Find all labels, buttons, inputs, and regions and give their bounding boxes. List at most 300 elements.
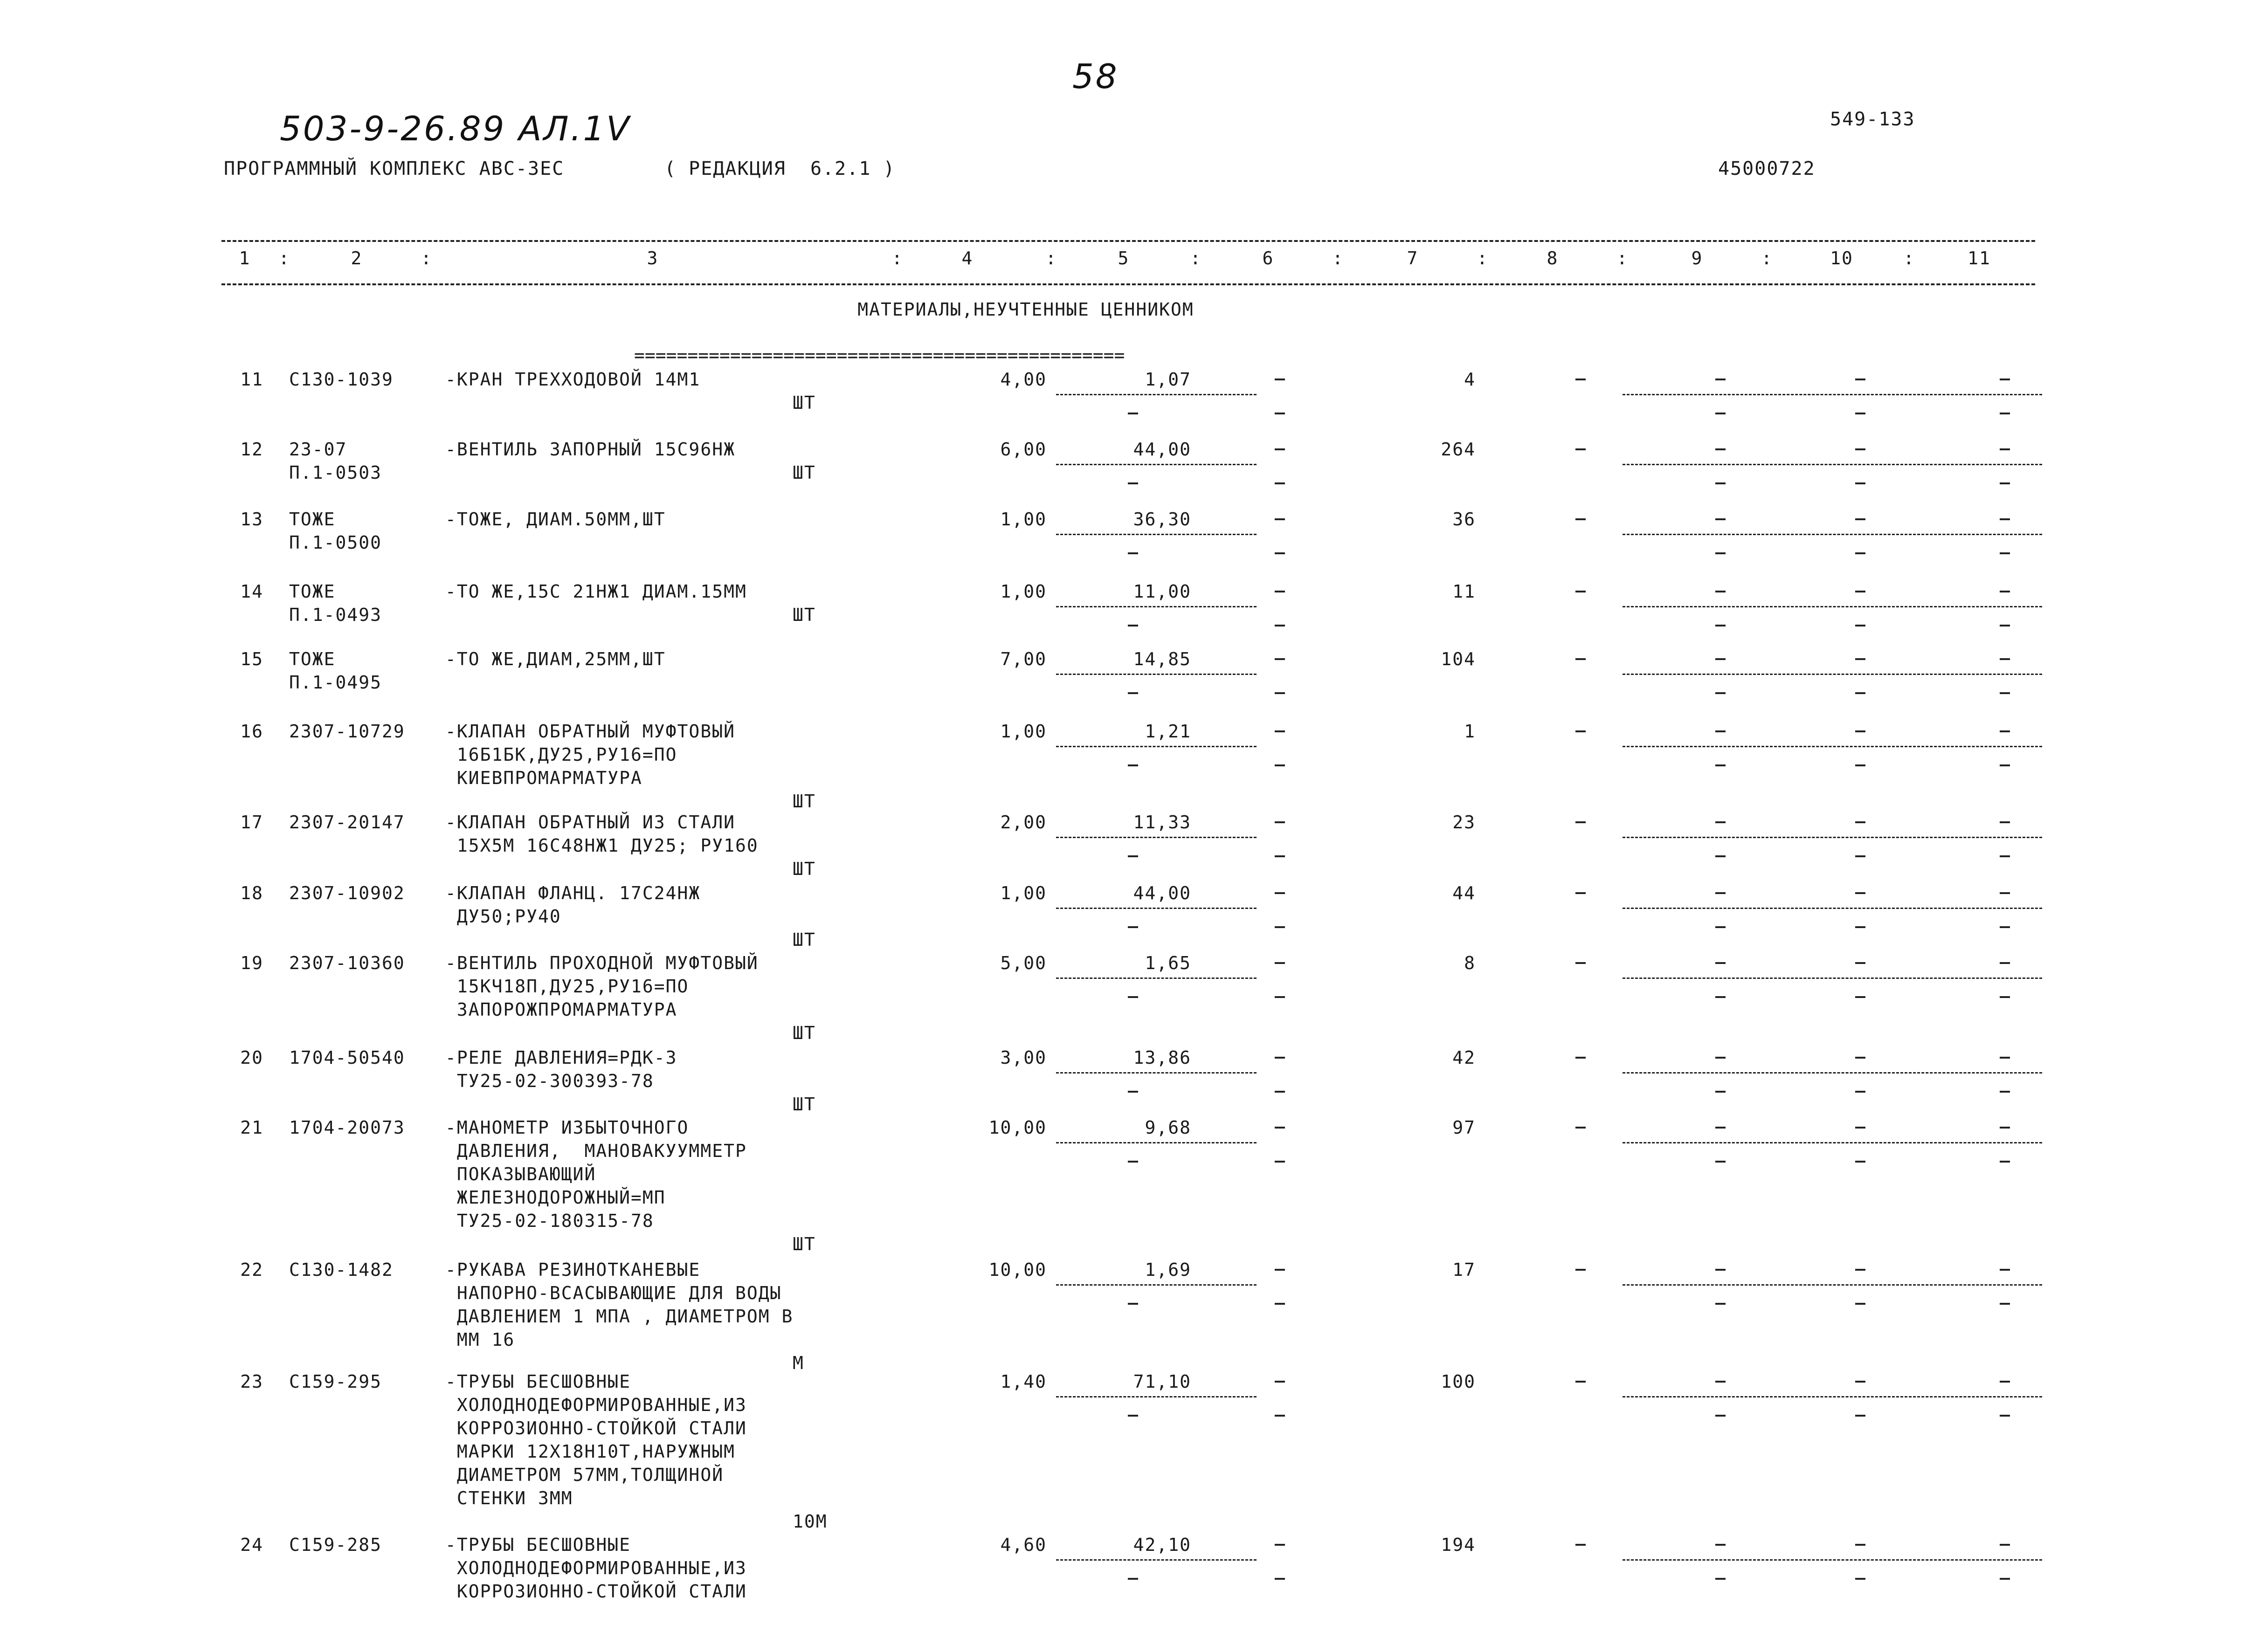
- col10-dash: [1855, 821, 1865, 823]
- row-total: 11: [1452, 581, 1476, 602]
- cell-underline: [1056, 1072, 1257, 1074]
- subrow-dash: [1275, 552, 1285, 554]
- cell-underline: [1056, 1142, 1257, 1143]
- row-price: 1,65: [1145, 953, 1191, 973]
- row-quantity: 5,00: [1000, 953, 1047, 973]
- subrow-dash: [1275, 926, 1285, 928]
- cell-underline: [1623, 606, 2042, 607]
- col8-dash: [1575, 1544, 1586, 1546]
- row-number: 16: [240, 721, 263, 742]
- row-description: ХОЛОДНОДЕФОРМИРОВАННЫЕ,ИЗ: [445, 1558, 747, 1578]
- row-unit: 10М: [793, 1511, 828, 1532]
- table-header-rule: [221, 283, 2035, 285]
- col6-dash: [1275, 1544, 1285, 1546]
- row-price: 1,21: [1145, 721, 1191, 742]
- handwritten-page-number: 58: [1072, 57, 1119, 96]
- subrow-dash: [1715, 692, 1726, 694]
- cell-underline: [1056, 1559, 1257, 1561]
- row-description: ХОЛОДНОДЕФОРМИРОВАННЫЕ,ИЗ: [445, 1395, 747, 1415]
- subrow-dash: [1128, 926, 1138, 928]
- subrow-dash: [1855, 625, 1865, 626]
- subrow-dash: [2000, 926, 2010, 928]
- subrow-dash: [1275, 625, 1285, 626]
- cell-underline: [1623, 464, 2042, 465]
- row-code: 1704-50540: [289, 1047, 405, 1068]
- subrow-dash: [1715, 764, 1726, 766]
- col11-dash: [2000, 730, 2010, 732]
- subrow-dash: [1855, 1091, 1865, 1093]
- cell-underline: [1056, 464, 1257, 465]
- row-description: КИЕВПРОМАРМАТУРА: [445, 768, 642, 788]
- row-number: 19: [240, 953, 263, 973]
- row-quantity: 10,00: [988, 1260, 1047, 1280]
- row-number: 23: [240, 1371, 263, 1392]
- row-quantity: 1,00: [1000, 581, 1047, 602]
- column-separator: :: [1332, 248, 1344, 268]
- subrow-dash: [2000, 413, 2010, 414]
- col11-dash: [2000, 448, 2010, 450]
- col6-dash: [1275, 730, 1285, 732]
- column-separator: :: [421, 248, 433, 268]
- col11-dash: [2000, 1269, 2010, 1271]
- row-quantity: 3,00: [1000, 1047, 1047, 1068]
- col10-dash: [1855, 730, 1865, 732]
- row-description: 16Б1БК,ДУ25,РУ16=ПО: [445, 744, 677, 765]
- row-unit: ШТ: [793, 462, 816, 483]
- col10-dash: [1855, 1381, 1865, 1383]
- cell-underline: [1623, 1396, 2042, 1397]
- col9-dash: [1715, 1381, 1726, 1383]
- cell-underline: [1623, 394, 2042, 395]
- col6-dash: [1275, 962, 1285, 964]
- row-total: 36: [1452, 509, 1476, 530]
- column-separator: :: [1477, 248, 1489, 268]
- row-description: ЗАПОРОЖПРОМАРМАТУРА: [445, 999, 677, 1020]
- col10-dash: [1855, 518, 1865, 520]
- row-number: 17: [240, 812, 263, 833]
- subrow-dash: [1855, 552, 1865, 554]
- row-price: 44,00: [1133, 883, 1191, 903]
- col10-dash: [1855, 379, 1865, 380]
- subrow-dash: [2000, 625, 2010, 626]
- col9-dash: [1715, 1269, 1726, 1271]
- row-description: -ТРУБЫ БЕСШОВНЫЕ: [445, 1535, 631, 1555]
- column-separator: :: [1761, 248, 1773, 268]
- cell-underline: [1623, 1072, 2042, 1074]
- column-separator: :: [1903, 248, 1915, 268]
- row-price: 11,33: [1133, 812, 1191, 833]
- subrow-dash: [1128, 482, 1138, 484]
- row-total: 194: [1441, 1535, 1476, 1555]
- row-unit: ШТ: [793, 1234, 816, 1254]
- row-total: 100: [1441, 1371, 1476, 1392]
- row-code: 23-07: [289, 439, 347, 460]
- row-code: ТОЖЕ: [289, 649, 336, 669]
- row-total: 97: [1452, 1117, 1476, 1138]
- row-price: 1,69: [1145, 1260, 1191, 1280]
- handwritten-doc-ref: 503-9-26.89 АЛ.1V: [280, 109, 631, 148]
- col8-dash: [1575, 962, 1586, 964]
- row-code: 2307-10902: [289, 883, 405, 903]
- subrow-dash: [2000, 482, 2010, 484]
- row-price: 14,85: [1133, 649, 1191, 669]
- row-description: -ТО ЖЕ,ДИАМ,25ММ,ШТ: [445, 649, 666, 669]
- col10-dash: [1855, 448, 1865, 450]
- row-description: -ТО ЖЕ,15С 21НЖ1 ДИАМ.15ММ: [445, 581, 747, 602]
- col8-dash: [1575, 1127, 1586, 1129]
- subrow-dash: [1855, 482, 1865, 484]
- row-description: 15КЧ18П,ДУ25,РУ16=ПО: [445, 976, 689, 997]
- column-separator: :: [891, 248, 904, 268]
- column-header-7: 7: [1407, 248, 1419, 268]
- row-total: 8: [1464, 953, 1476, 973]
- row-total: 44: [1452, 883, 1476, 903]
- row-quantity: 1,00: [1000, 883, 1047, 903]
- row-total: 17: [1452, 1260, 1476, 1280]
- cell-underline: [1056, 674, 1257, 675]
- subrow-dash: [1128, 1578, 1138, 1580]
- column-header-1: 1: [239, 248, 251, 268]
- col11-dash: [2000, 1057, 2010, 1059]
- column-separator: :: [1190, 248, 1202, 268]
- subrow-dash: [1275, 1303, 1285, 1305]
- col6-dash: [1275, 1381, 1285, 1383]
- row-unit: М: [793, 1353, 804, 1373]
- cell-underline: [1056, 1396, 1257, 1397]
- row-description: -РУКАВА РЕЗИНОТКАНЕВЫЕ: [445, 1260, 701, 1280]
- cell-underline: [1056, 534, 1257, 535]
- col9-dash: [1715, 821, 1726, 823]
- subrow-dash: [1715, 482, 1726, 484]
- col6-dash: [1275, 892, 1285, 894]
- col8-dash: [1575, 1269, 1586, 1271]
- col6-dash: [1275, 1269, 1285, 1271]
- row-description: -КРАН ТРЕХХОДОВОЙ 14М1: [445, 369, 701, 390]
- subrow-dash: [1855, 855, 1865, 857]
- col8-dash: [1575, 518, 1586, 520]
- column-separator: :: [1616, 248, 1629, 268]
- row-description: 15Х5М 16С48НЖ1 ДУ25; РУ160: [445, 835, 759, 856]
- cell-underline: [1623, 1284, 2042, 1286]
- subrow-dash: [1715, 552, 1726, 554]
- row-description: ПОКАЗЫВАЮЩИЙ: [445, 1164, 596, 1184]
- row-number: 22: [240, 1260, 263, 1280]
- row-total: 23: [1452, 812, 1476, 833]
- row-description: -КЛАПАН ОБРАТНЫЙ ИЗ СТАЛИ: [445, 812, 735, 833]
- column-header-4: 4: [961, 248, 974, 268]
- col6-dash: [1275, 448, 1285, 450]
- cell-underline: [1623, 977, 2042, 979]
- cell-underline: [1056, 746, 1257, 747]
- col11-dash: [2000, 1381, 2010, 1383]
- row-description: ММ 16: [445, 1329, 515, 1350]
- row-description: ТУ25-02-180315-78: [445, 1211, 654, 1231]
- col6-dash: [1275, 379, 1285, 380]
- col9-dash: [1715, 892, 1726, 894]
- subrow-dash: [2000, 1578, 2010, 1580]
- col10-dash: [1855, 1269, 1865, 1271]
- subrow-dash: [1715, 1303, 1726, 1305]
- subrow-dash: [2000, 855, 2010, 857]
- row-price: 1,07: [1145, 369, 1191, 390]
- col11-dash: [2000, 1127, 2010, 1129]
- cell-underline: [1623, 1559, 2042, 1561]
- row-code: С130-1039: [289, 369, 394, 390]
- col9-dash: [1715, 658, 1726, 660]
- row-code: 2307-10360: [289, 953, 405, 973]
- subrow-dash: [1128, 996, 1138, 998]
- subrow-dash: [1128, 692, 1138, 694]
- row-quantity: 4,60: [1000, 1535, 1047, 1555]
- row-description: ДИАМЕТРОМ 57ММ,ТОЛЩИНОЙ: [445, 1465, 724, 1485]
- subrow-dash: [1715, 996, 1726, 998]
- subrow-dash: [1128, 625, 1138, 626]
- row-description: ДАВЛЕНИЕМ 1 МПА , ДИАМЕТРОМ В: [445, 1306, 794, 1327]
- col9-dash: [1715, 730, 1726, 732]
- subrow-dash: [1715, 625, 1726, 626]
- col8-dash: [1575, 1381, 1586, 1383]
- edition: ( РЕДАКЦИЯ 6.2.1 ): [664, 158, 896, 179]
- col8-dash: [1575, 730, 1586, 732]
- subrow-dash: [1128, 1415, 1138, 1417]
- col11-dash: [2000, 591, 2010, 592]
- column-header-11: 11: [1968, 248, 1991, 268]
- col10-dash: [1855, 962, 1865, 964]
- row-description: ЖЕЛЕЗНОДОРОЖНЫЙ=МП: [445, 1187, 666, 1208]
- row-description: НАПОРНО-ВСАСЫВАЮЩИЕ ДЛЯ ВОДЫ: [445, 1283, 782, 1303]
- row-quantity: 2,00: [1000, 812, 1047, 833]
- subrow-dash: [1275, 855, 1285, 857]
- col10-dash: [1855, 658, 1865, 660]
- subrow-dash: [1715, 926, 1726, 928]
- row-quantity: 1,40: [1000, 1371, 1047, 1392]
- subrow-dash: [1275, 1578, 1285, 1580]
- row-description: -КЛАПАН ОБРАТНЫЙ МУФТОВЫЙ: [445, 721, 735, 742]
- row-number: 12: [240, 439, 263, 460]
- subrow-dash: [1715, 855, 1726, 857]
- row-description: -КЛАПАН ФЛАНЦ. 17С24НЖ: [445, 883, 701, 903]
- col9-dash: [1715, 518, 1726, 520]
- row-number: 14: [240, 581, 263, 602]
- subrow-dash: [1128, 855, 1138, 857]
- col9-dash: [1715, 962, 1726, 964]
- row-description: ДАВЛЕНИЯ, МАНОВАКУУММЕТР: [445, 1141, 747, 1161]
- column-separator: :: [278, 248, 290, 268]
- subrow-dash: [1128, 1161, 1138, 1163]
- col9-dash: [1715, 1127, 1726, 1129]
- row-description: -ВЕНТИЛЬ ЗАПОРНЫЙ 15С96НЖ: [445, 439, 735, 460]
- col10-dash: [1855, 591, 1865, 592]
- row-unit: ШТ: [793, 605, 816, 625]
- subrow-dash: [1855, 413, 1865, 414]
- cell-underline: [1623, 837, 2042, 838]
- subrow-dash: [1855, 1161, 1865, 1163]
- col11-dash: [2000, 892, 2010, 894]
- row-description: КОРРОЗИОННО-СТОЙКОЙ СТАЛИ: [445, 1581, 747, 1602]
- col8-dash: [1575, 658, 1586, 660]
- col9-dash: [1715, 1057, 1726, 1059]
- row-price: 42,10: [1133, 1535, 1191, 1555]
- cell-underline: [1623, 674, 2042, 675]
- row-code: П.1-0500: [289, 532, 382, 553]
- row-description: -ТОЖЕ, ДИАМ.50ММ,ШТ: [445, 509, 666, 530]
- subrow-dash: [1855, 1578, 1865, 1580]
- col10-dash: [1855, 1544, 1865, 1546]
- subrow-dash: [1855, 692, 1865, 694]
- col10-dash: [1855, 1127, 1865, 1129]
- row-unit: ШТ: [793, 1094, 816, 1115]
- row-description: МАРКИ 12Х18Н10Т,НАРУЖНЫМ: [445, 1441, 735, 1462]
- row-quantity: 10,00: [988, 1117, 1047, 1138]
- subrow-dash: [1128, 764, 1138, 766]
- col9-dash: [1715, 448, 1726, 450]
- row-number: 13: [240, 509, 263, 530]
- subrow-dash: [1128, 1303, 1138, 1305]
- row-unit: ШТ: [793, 1023, 816, 1043]
- subrow-dash: [2000, 996, 2010, 998]
- subrow-dash: [2000, 692, 2010, 694]
- cell-underline: [1623, 1142, 2042, 1143]
- col8-dash: [1575, 448, 1586, 450]
- doc-code: 549-133: [1830, 109, 1915, 130]
- cell-underline: [1623, 534, 2042, 535]
- row-description: ТУ25-02-300393-78: [445, 1071, 654, 1091]
- col6-dash: [1275, 518, 1285, 520]
- subrow-dash: [1275, 764, 1285, 766]
- row-price: 9,68: [1145, 1117, 1191, 1138]
- row-number: 15: [240, 649, 263, 669]
- row-quantity: 7,00: [1000, 649, 1047, 669]
- subrow-dash: [1128, 1091, 1138, 1093]
- row-description: ДУ50;РУ40: [445, 906, 561, 927]
- row-unit: ШТ: [793, 859, 816, 879]
- subrow-dash: [1275, 413, 1285, 414]
- cell-underline: [1056, 837, 1257, 838]
- subrow-dash: [1855, 1303, 1865, 1305]
- subrow-dash: [1715, 1161, 1726, 1163]
- subrow-dash: [1275, 1161, 1285, 1163]
- row-code: 2307-20147: [289, 812, 405, 833]
- cell-underline: [1056, 977, 1257, 979]
- row-quantity: 6,00: [1000, 439, 1047, 460]
- col11-dash: [2000, 658, 2010, 660]
- subrow-dash: [1855, 1415, 1865, 1417]
- column-separator: :: [1045, 248, 1057, 268]
- subrow-dash: [2000, 552, 2010, 554]
- subrow-dash: [1715, 1578, 1726, 1580]
- row-total: 42: [1452, 1047, 1476, 1068]
- row-number: 21: [240, 1117, 263, 1138]
- subrow-dash: [2000, 764, 2010, 766]
- row-unit: ШТ: [793, 929, 816, 950]
- subrow-dash: [1715, 1415, 1726, 1417]
- row-code: 2307-10729: [289, 721, 405, 742]
- section-title: МАТЕРИАЛЫ,НЕУЧТЕННЫЕ ЦЕННИКОМ: [857, 299, 1194, 320]
- column-header-3: 3: [647, 248, 659, 268]
- col9-dash: [1715, 379, 1726, 380]
- column-header-6: 6: [1262, 248, 1274, 268]
- subrow-dash: [1715, 413, 1726, 414]
- cell-underline: [1623, 746, 2042, 747]
- col9-dash: [1715, 591, 1726, 592]
- col11-dash: [2000, 821, 2010, 823]
- col9-dash: [1715, 1544, 1726, 1546]
- subrow-dash: [1128, 552, 1138, 554]
- column-header-8: 8: [1547, 248, 1559, 268]
- subrow-dash: [1855, 996, 1865, 998]
- row-code: С159-295: [289, 1371, 382, 1392]
- table-top-rule: [221, 240, 2035, 242]
- row-number: 24: [240, 1535, 263, 1555]
- row-total: 1: [1464, 721, 1476, 742]
- row-code: П.1-0495: [289, 672, 382, 693]
- cell-underline: [1056, 1284, 1257, 1286]
- subrow-dash: [2000, 1415, 2010, 1417]
- subrow-dash: [1128, 413, 1138, 414]
- column-header-5: 5: [1118, 248, 1130, 268]
- row-code: ТОЖЕ: [289, 509, 336, 530]
- row-unit: ШТ: [793, 791, 816, 812]
- col6-dash: [1275, 821, 1285, 823]
- cell-underline: [1056, 606, 1257, 607]
- row-number: 20: [240, 1047, 263, 1068]
- row-description: -ВЕНТИЛЬ ПРОХОДНОЙ МУФТОВЫЙ: [445, 953, 759, 973]
- cell-underline: [1623, 908, 2042, 909]
- row-quantity: 1,00: [1000, 721, 1047, 742]
- subrow-dash: [2000, 1091, 2010, 1093]
- col11-dash: [2000, 1544, 2010, 1546]
- col11-dash: [2000, 518, 2010, 520]
- col6-dash: [1275, 658, 1285, 660]
- row-description: -РЕЛЕ ДАВЛЕНИЯ=РДК-3: [445, 1047, 677, 1068]
- row-description: СТЕНКИ 3ММ: [445, 1488, 573, 1508]
- row-code: С130-1482: [289, 1260, 394, 1280]
- col8-dash: [1575, 821, 1586, 823]
- row-quantity: 4,00: [1000, 369, 1047, 390]
- col11-dash: [2000, 379, 2010, 380]
- col6-dash: [1275, 1057, 1285, 1059]
- col6-dash: [1275, 591, 1285, 592]
- cell-underline: [1056, 908, 1257, 909]
- row-quantity: 1,00: [1000, 509, 1047, 530]
- cell-underline: [1056, 394, 1257, 395]
- subrow-dash: [1275, 996, 1285, 998]
- row-price: 44,00: [1133, 439, 1191, 460]
- subrow-dash: [1275, 1415, 1285, 1417]
- subrow-dash: [1275, 692, 1285, 694]
- subrow-dash: [2000, 1303, 2010, 1305]
- row-number: 11: [240, 369, 263, 390]
- row-price: 36,30: [1133, 509, 1191, 530]
- row-code: ТОЖЕ: [289, 581, 336, 602]
- doc-number: 45000722: [1718, 158, 1816, 179]
- program-name: ПРОГРАММНЫЙ КОМПЛЕКС АВС-3ЕС: [224, 158, 565, 179]
- column-header-10: 10: [1830, 248, 1853, 268]
- subrow-dash: [1855, 926, 1865, 928]
- row-number: 18: [240, 883, 263, 903]
- col10-dash: [1855, 892, 1865, 894]
- row-price: 11,00: [1133, 581, 1191, 602]
- row-code: 1704-20073: [289, 1117, 405, 1138]
- section-rule: ==============================================: [634, 345, 1125, 365]
- subrow-dash: [1275, 482, 1285, 484]
- column-header-9: 9: [1691, 248, 1703, 268]
- row-description: -ТРУБЫ БЕСШОВНЫЕ: [445, 1371, 631, 1392]
- subrow-dash: [2000, 1161, 2010, 1163]
- row-code: П.1-0503: [289, 462, 382, 483]
- row-description: КОРРОЗИОННО-СТОЙКОЙ СТАЛИ: [445, 1418, 747, 1439]
- row-code: С159-285: [289, 1535, 382, 1555]
